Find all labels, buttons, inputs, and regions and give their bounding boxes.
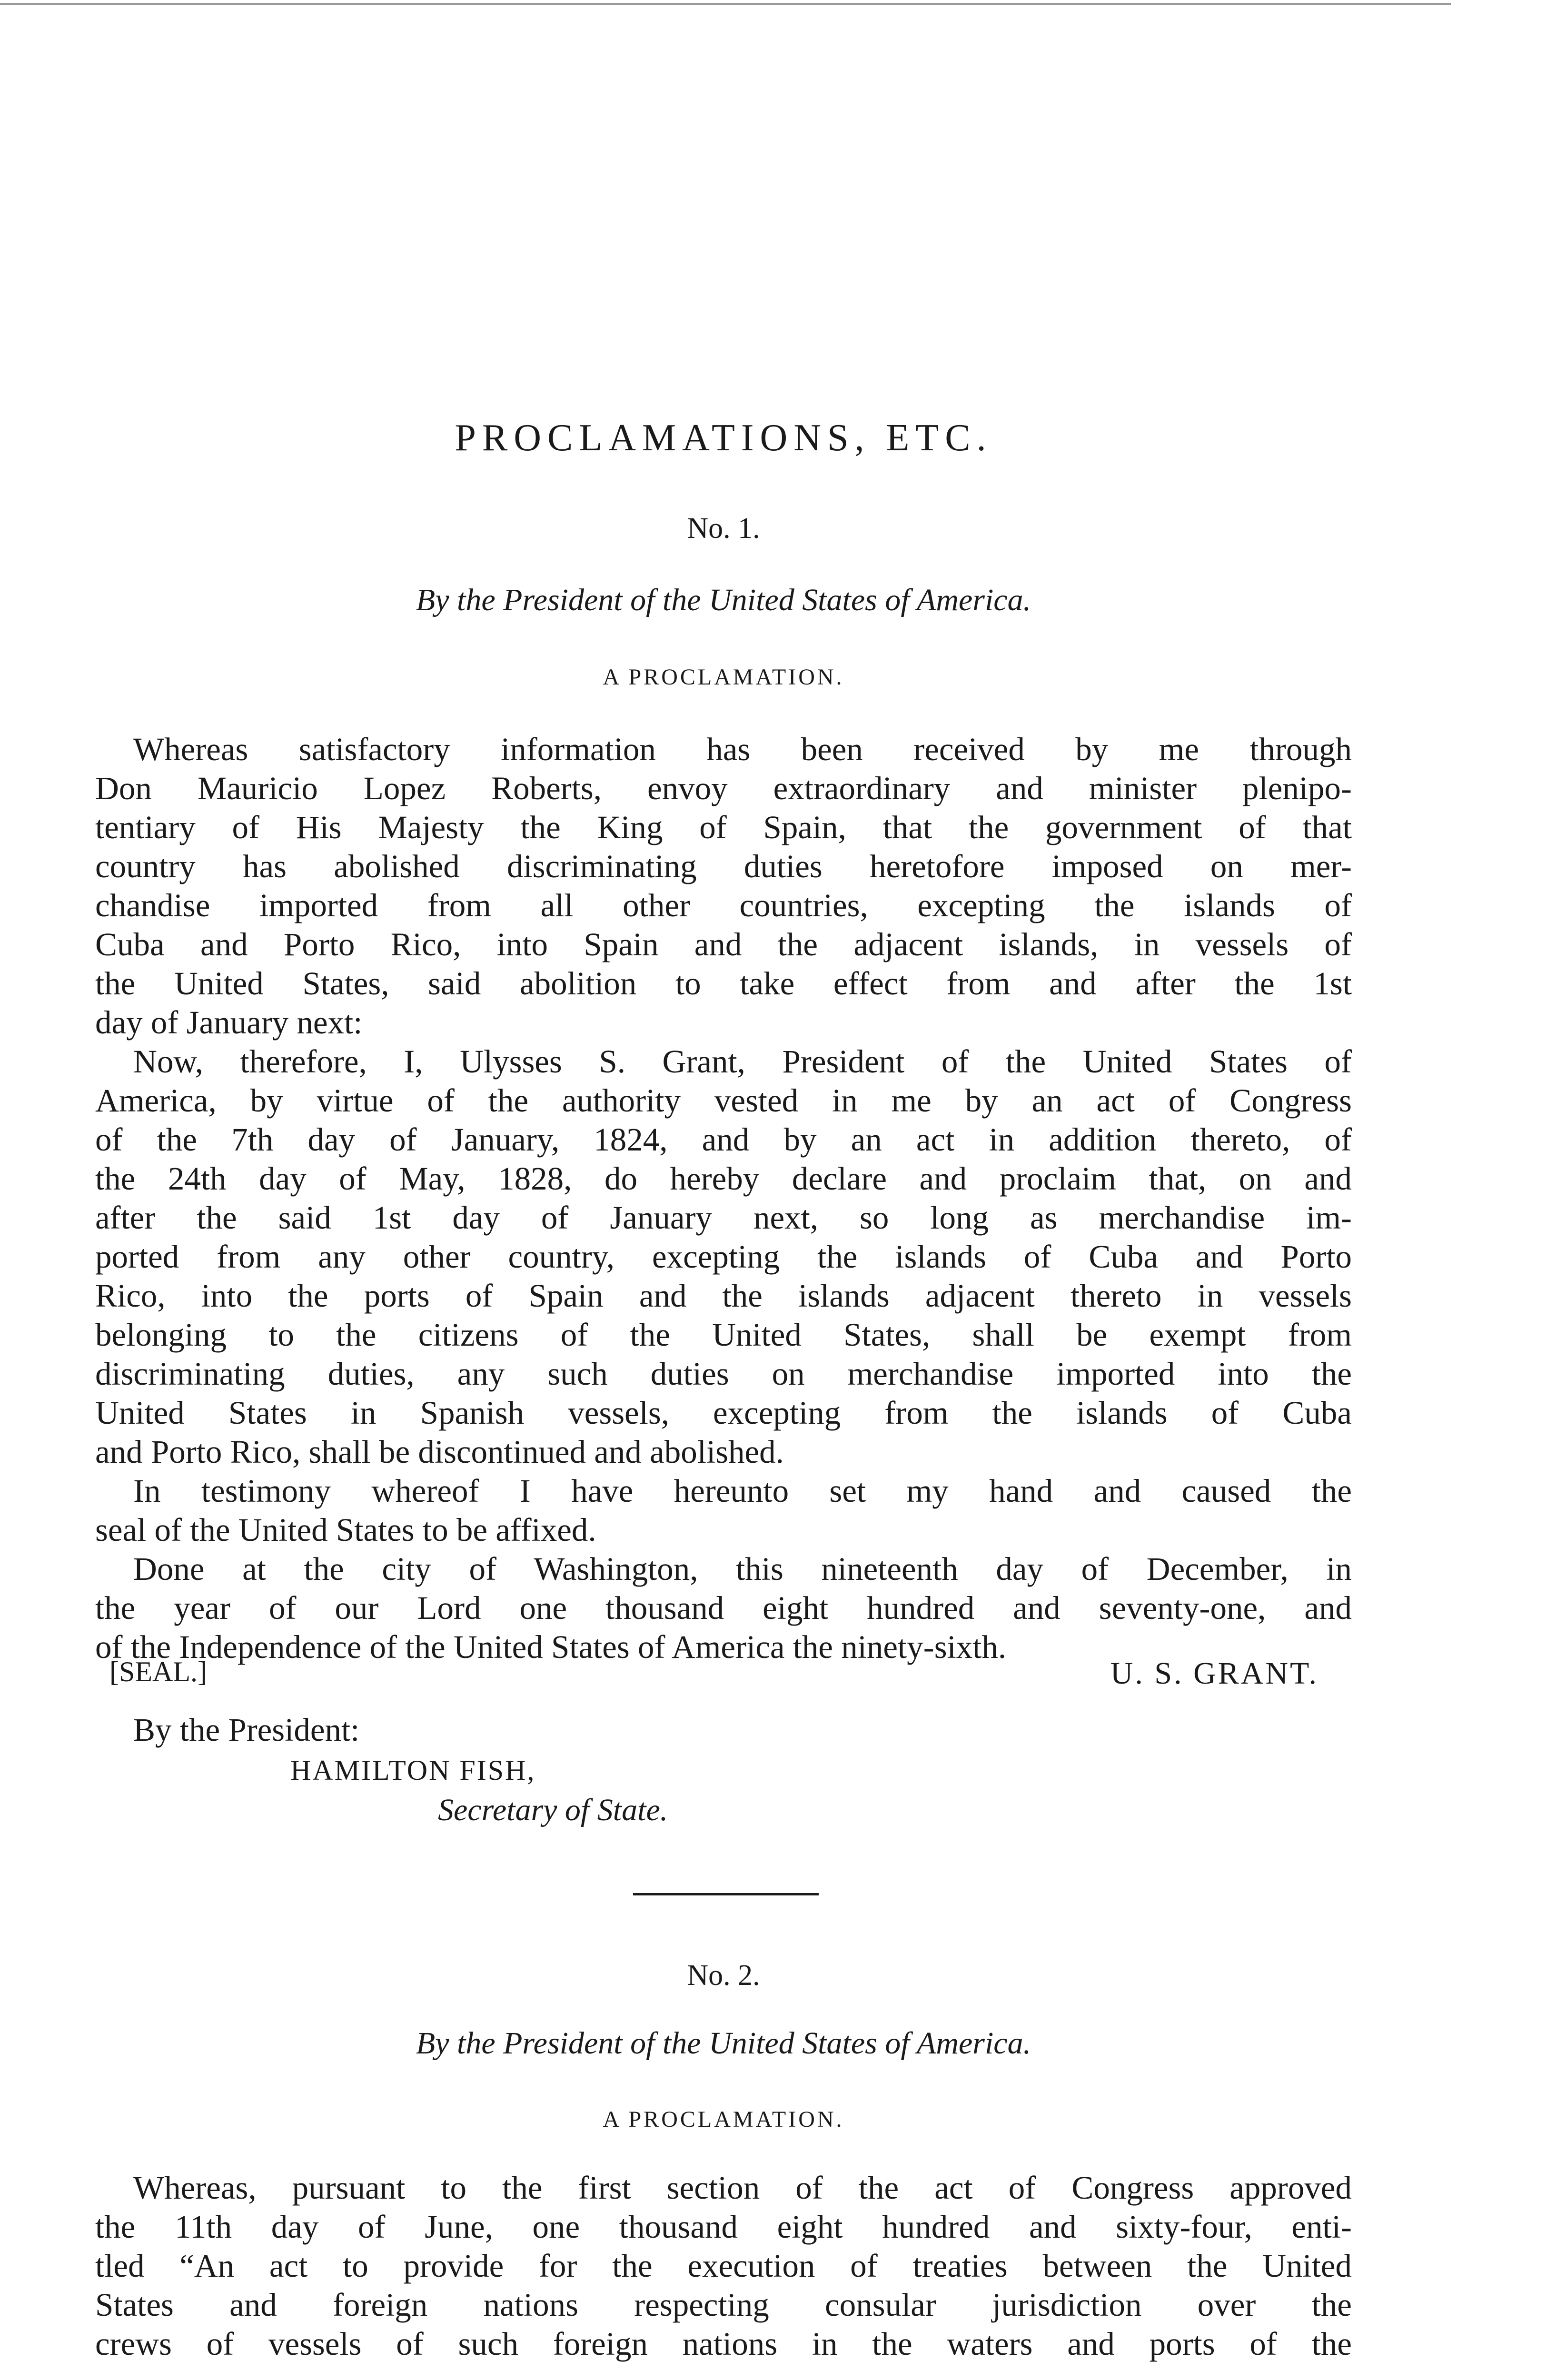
text-line: In testimony whereof I have hereunto set my hand and caused the — [133, 1473, 1352, 1509]
signature-row — [95, 1656, 1352, 1694]
text-line: Rico, into the ports of Spain and the islands adjacent thereto in vessels — [95, 1278, 1352, 1314]
proclamation-2-heading: A PROCLAMATION. — [603, 2107, 844, 2132]
text-line: belonging to the citizens of the United States, shall be exempt from — [95, 1317, 1352, 1353]
text-line: and Porto Rico, shall be discontinued and abolished. — [95, 1434, 784, 1470]
proclamation-1-now-therefore-paragraph — [95, 1042, 1352, 1471]
text-line: country has abolished discriminating duties heretofore imposed on mer- — [95, 848, 1352, 884]
attest-intro: By the President: — [133, 1712, 360, 1748]
text-line: Whereas satisfactory information has been received by me through — [133, 731, 1352, 767]
proclamation-2-whereas-paragraph — [95, 2168, 1352, 2363]
text-line: tentiary of His Majesty the King of Spain, that the government of that — [95, 809, 1352, 845]
text-line: crews of vessels of such foreign nations in the waters and ports of the — [95, 2326, 1352, 2362]
text-line: chandise imported from all other countries, excepting the islands of — [95, 887, 1352, 923]
text-line: after the said 1st day of January next, so long as merchandise im- — [95, 1200, 1352, 1236]
text-line: States and foreign nations respecting consular jurisdiction over the — [95, 2287, 1352, 2323]
text-line: Don Mauricio Lopez Roberts, envoy extraordinary and minister plenipo- — [95, 770, 1352, 806]
secretary-title: Secretary of State. — [438, 1793, 668, 1827]
proclamation-1-whereas-paragraph — [95, 730, 1352, 1042]
document-page — [95, 0, 1352, 2380]
text-line: of the Independence of the United States of America the ninety-sixth. — [95, 1629, 1007, 1665]
secretary-name: HAMILTON FISH, — [290, 1755, 536, 1786]
text-line: day of January next: — [95, 1004, 363, 1041]
text-line: the year of our Lord one thousand eight hundred and seventy-one, and — [95, 1590, 1352, 1626]
text-line: United States in Spanish vessels, excepting from the islands of Cuba — [95, 1395, 1352, 1431]
proclamation-2-number: No. 2. — [687, 1959, 760, 1992]
text-line: the 24th day of May, 1828, do hereby declare and proclaim that, on and — [95, 1160, 1352, 1197]
text-line: Cuba and Porto Rico, into Spain and the adjacent islands, in vessels of — [95, 926, 1352, 962]
text-line: Now, therefore, I, Ulysses S. Grant, President of the United States of — [133, 1043, 1352, 1080]
text-line: America, by virtue of the authority vested in me by an act of Congress — [95, 1082, 1352, 1119]
text-line: tled “An act to provide for the execution of treaties between the United — [95, 2248, 1352, 2284]
proclamation-1-number: No. 1. — [687, 512, 760, 545]
proclamation-1-testimony-paragraph — [95, 1471, 1352, 1549]
page-title: PROCLAMATIONS, ETC. — [455, 417, 992, 459]
text-line: the United States, said abolition to take effect from and after the 1st — [95, 965, 1352, 1002]
text-line: of the 7th day of January, 1824, and by an act in addition thereto, of — [95, 1121, 1352, 1158]
text-line: Whereas, pursuant to the first section of the act of Congress approved — [133, 2170, 1352, 2206]
text-line: ported from any other country, excepting the islands of Cuba and Porto — [95, 1239, 1352, 1275]
text-line: discriminating duties, any such duties on merchandise imported into the — [95, 1356, 1352, 1392]
text-line: Done at the city of Washington, this nineteenth day of December, in — [133, 1551, 1352, 1587]
proclamation-1-heading: A PROCLAMATION. — [603, 664, 844, 690]
proclamation-2-byline: By the President of the United States of America. — [416, 2026, 1031, 2061]
section-divider — [633, 1893, 819, 1895]
seal-mark: [SEAL.] — [109, 1656, 207, 1687]
proclamation-1-byline: By the President of the United States of America. — [416, 583, 1031, 617]
proclamation-1-done-paragraph — [95, 1549, 1352, 1666]
text-line: seal of the United States to be affixed. — [95, 1512, 596, 1548]
president-signature: U. S. GRANT. — [1110, 1656, 1318, 1691]
text-line: the 11th day of June, one thousand eight hundred and sixty-four, enti- — [95, 2209, 1352, 2245]
